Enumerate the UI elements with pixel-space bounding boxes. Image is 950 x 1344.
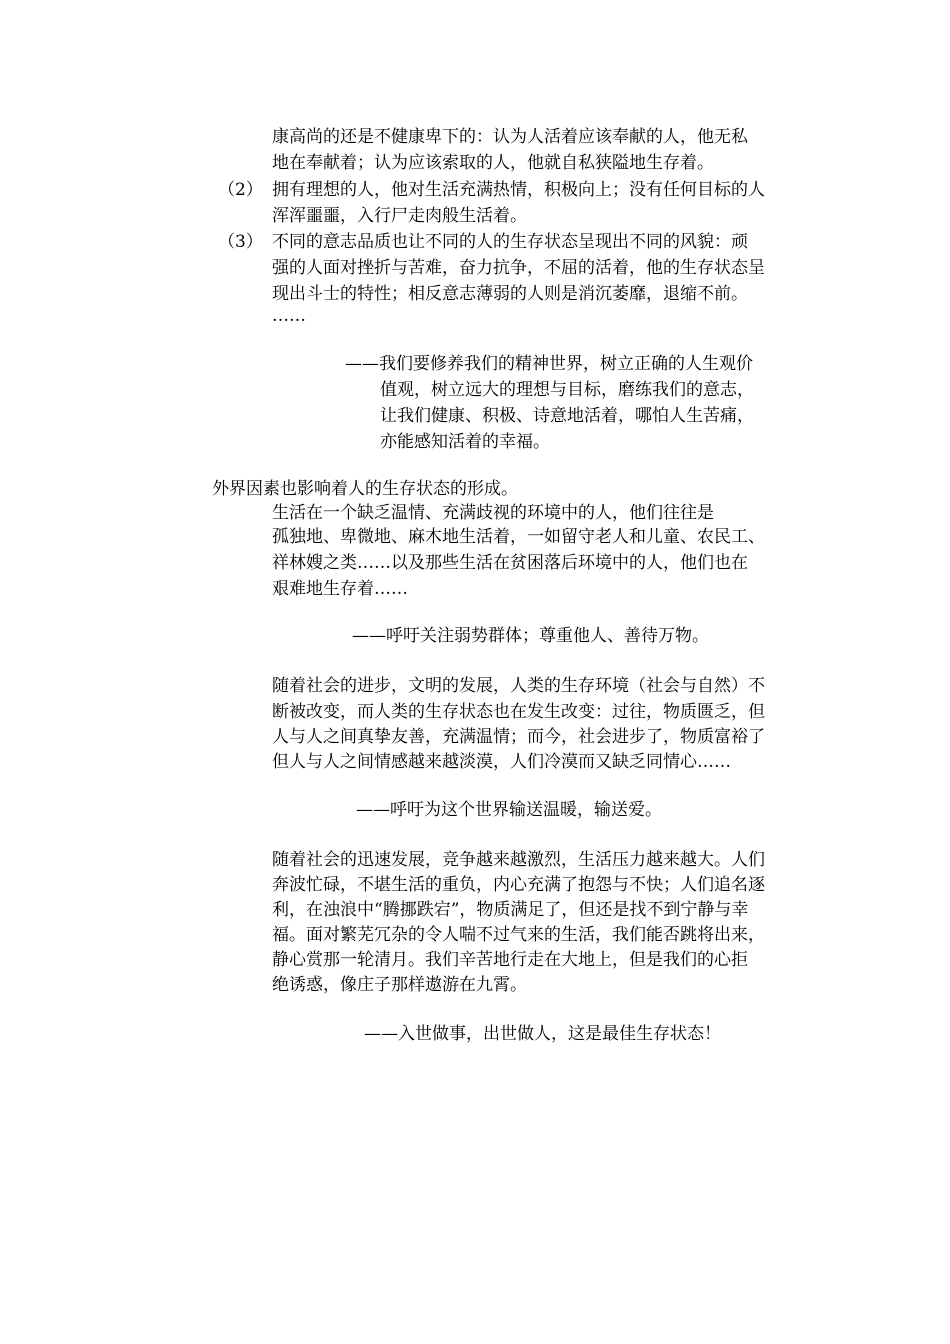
text-line: 现出斗士的特性；相反意志薄弱的人则是消沉萎靡，退缩不前。 bbox=[272, 284, 748, 304]
text-line: 随着社会的迅速发展，竞争越来越激烈，生活压力越来越大。人们 bbox=[272, 850, 765, 870]
quote-line: 让我们健康、积极、诗意地活着，哪怕人生苦痛， bbox=[380, 406, 754, 426]
quote-line: ——入世做事，出世做人，这是最佳生存状态！ bbox=[364, 1024, 721, 1044]
text-line: 随着社会的进步，文明的发展，人类的生存环境（社会与自然）不 bbox=[272, 676, 765, 696]
text-line: 人与人之间真挚友善，充满温情；而今，社会进步了，物质富裕了 bbox=[272, 727, 765, 747]
text-line: 孤独地、卑微地、麻木地生活着，一如留守老人和儿童、农民工、 bbox=[272, 527, 765, 547]
text-line: 静心赏那一轮清月。我们辛苦地行走在大地上，但是我们的心拒 bbox=[272, 950, 748, 970]
text-line: 奔波忙碌，不堪生活的重负，内心充满了抱怨与不快；人们追名逐 bbox=[272, 875, 765, 895]
list-marker: （2） bbox=[218, 180, 263, 200]
text-line: 不同的意志品质也让不同的人的生存状态呈现出不同的风貌：顽 bbox=[272, 232, 748, 252]
text-line: 生活在一个缺乏温情、充满歧视的环境中的人，他们往往是 bbox=[272, 503, 714, 523]
text-line: 祥林嫂之类……以及那些生活在贫困落后环境中的人，他们也在 bbox=[272, 553, 748, 573]
text-line: 艰难地生存着…… bbox=[272, 579, 408, 599]
text-line: 绝诱惑，像庄子那样遨游在九霄。 bbox=[272, 975, 527, 995]
list-marker: （3） bbox=[218, 232, 263, 252]
text-line: 利，在浊浪中“腾挪跌宕”，物质满足了，但还是找不到宁静与幸 bbox=[272, 900, 749, 920]
quote-line: ——呼吁为这个世界输送温暖，输送爱。 bbox=[356, 800, 662, 820]
quote-line: 值观，树立远大的理想与目标，磨练我们的意志， bbox=[380, 380, 754, 400]
text-line: 浑浑噩噩，入行尸走肉般生活着。 bbox=[272, 206, 527, 226]
text-line: 强的人面对挫折与苦难，奋力抗争，不屈的活着，他的生存状态呈 bbox=[272, 258, 765, 278]
section-heading: 外界因素也影响着人的生存状态的形成。 bbox=[212, 479, 518, 499]
quote-line: 亦能感知活着的幸福。 bbox=[380, 432, 550, 452]
text-line: 拥有理想的人，他对生活充满热情，积极向上；没有任何目标的人 bbox=[272, 180, 765, 200]
quote-line: ——我们要修养我们的精神世界，树立正确的人生观价 bbox=[345, 354, 753, 374]
text-line: 但人与人之间情感越来越淡漠，人们冷漠而又缺乏同情心…… bbox=[272, 752, 731, 772]
text-line: 断被改变，而人类的生存状态也在发生改变：过往，物质匮乏，但 bbox=[272, 702, 765, 722]
ellipsis: …… bbox=[272, 306, 306, 326]
text-line: 福。面对繁芜冗杂的令人喘不过气来的生活，我们能否跳将出来， bbox=[272, 925, 765, 945]
text-line: 康高尚的还是不健康卑下的：认为人活着应该奉献的人，他无私 bbox=[272, 127, 748, 147]
text-line: 地在奉献着；认为应该索取的人，他就自私狭隘地生存着。 bbox=[272, 153, 714, 173]
quote-line: ——呼吁关注弱势群体；尊重他人、善待万物。 bbox=[352, 626, 709, 646]
